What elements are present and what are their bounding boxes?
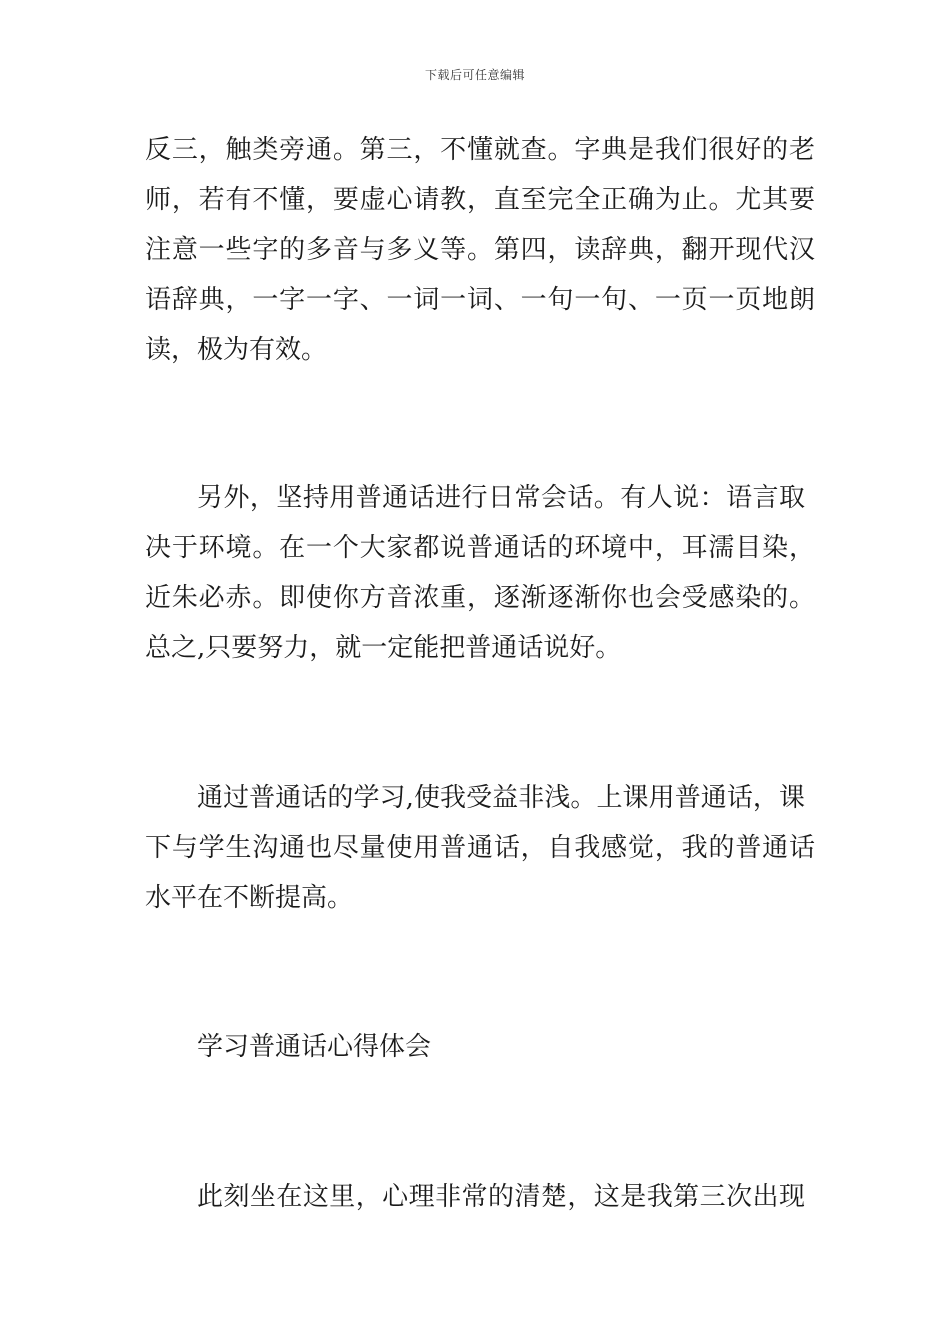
paragraph-3-line-1: 通过普通话的学习,使我受益非浅。上课用普通话，课 — [197, 783, 805, 813]
paragraph-1-line-4: 语辞典，一字一字、一词一词、一句一句、一页一页地朗 — [145, 285, 815, 315]
paragraph-2-line-1: 另外，坚持用普通话进行日常会话。有人说：语言取 — [197, 483, 805, 513]
paragraph-2-line-4: 总之,只要努力，就一定能把普通话说好。 — [145, 633, 622, 663]
paragraph-1-line-3: 注意一些字的多音与多义等。第四，读辞典，翻开现代汉 — [145, 235, 815, 265]
paragraph-2-line-3: 近朱必赤。即使你方音浓重，逐渐逐渐你也会受感染的。 — [145, 583, 815, 613]
paragraph-1-line-1: 反三，触类旁通。第三，不懂就查。字典是我们很好的老 — [145, 135, 815, 165]
paragraph-3-line-3: 水平在不断提高。 — [145, 883, 354, 913]
paragraph-5-line-1: 此刻坐在这里，心理非常的清楚，这是我第三次出现 — [197, 1182, 805, 1212]
paragraph-2-line-2: 决于环境。在一个大家都说普通话的环境中，耳濡目染， — [145, 533, 815, 563]
paragraph-3-line-2: 下与学生沟通也尽量使用普通话，自我感觉，我的普通话 — [145, 833, 815, 863]
section-title: 学习普通话心得体会 — [197, 1032, 432, 1062]
paragraph-1-line-2: 师，若有不懂，要虚心请教，直至完全正确为止。尤其要 — [145, 185, 815, 215]
paragraph-1-line-5: 读，极为有效。 — [145, 335, 328, 365]
page-header: 下载后可任意编辑 — [424, 68, 525, 82]
